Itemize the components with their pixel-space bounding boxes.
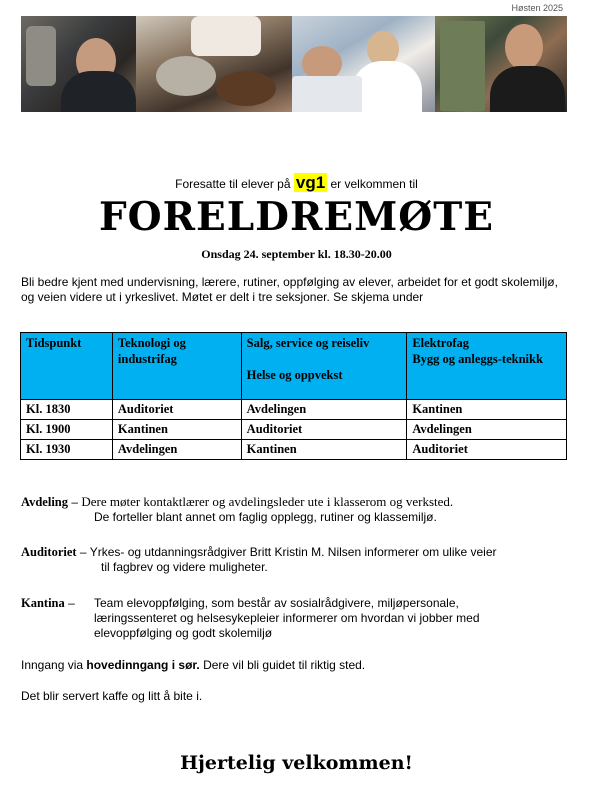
location-cell: Avdelingen	[407, 420, 567, 440]
entrance-info	[21, 658, 566, 673]
section-text-auditoriet-1: Yrkes- og utdanningsrådgiver Britt Kristin M. Nilsen informerer om ulike veier	[89, 545, 497, 559]
section-term-auditoriet: Auditoriet	[21, 545, 77, 559]
section-text-avdeling-2: De forteller blant annet om faglig opplegg, rutiner og klassemiljø.	[94, 510, 437, 524]
table-row	[21, 440, 567, 460]
intro-line	[0, 173, 593, 193]
header-elektro-bygg	[407, 333, 567, 400]
section-dash: –	[68, 495, 82, 509]
section-avdeling	[21, 494, 566, 525]
section-term-kantina: Kantina	[21, 596, 65, 610]
closing-greeting: Hjertelig velkommen!	[180, 752, 413, 774]
section-text-auditoriet-2: til fagbrev og videre muligheter.	[101, 560, 268, 574]
section-kantina	[21, 596, 566, 641]
header-bygg: Bygg og anleggs-teknikk	[412, 352, 543, 366]
time-cell: Kl. 1830	[21, 400, 113, 420]
electrician-photo	[435, 16, 567, 112]
coffee-info: Det blir servert kaffe og litt å bite i.	[21, 689, 203, 703]
entrance-after: Dere vil bli guidet til riktig sted.	[199, 658, 366, 672]
table-header-row	[21, 333, 567, 400]
grade-highlight: vg1	[295, 173, 326, 192]
section-dash: –	[64, 596, 75, 610]
location-cell: Kantinen	[241, 440, 407, 460]
location-cell: Kantinen	[112, 420, 241, 440]
section-auditoriet	[21, 545, 566, 575]
header-time: Tidspunkt	[21, 333, 113, 400]
location-cell: Kantinen	[407, 400, 567, 420]
nurse-photo	[292, 16, 435, 112]
table-row	[21, 400, 567, 420]
technician-photo	[21, 16, 136, 112]
section-text-kantina: Team elevoppfølging, som består av sosialrådgivere, miljøpersonale, læringssenteret og helsesykepleier informerer om hvordan vi jobber med elevoppfølging og godt skolemiljø	[94, 596, 480, 640]
kitchen-photo	[136, 16, 292, 112]
schedule-table	[20, 332, 567, 460]
location-cell: Auditoriet	[241, 420, 407, 440]
location-cell: Avdelingen	[241, 400, 407, 420]
section-dash: –	[76, 545, 90, 559]
section-term-avdeling: Avdeling	[21, 495, 68, 509]
intro-text-after: er velkommen til	[327, 177, 418, 191]
description: Bli bedre kjent med undervisning, lærere, rutiner, oppfølging av elever, arbeidet for et godt skolemiljø, og veien videre ut i yrkeslivet. Møtet er delt i tre seksjoner. Se skjema under	[21, 275, 558, 304]
header-salg-helse	[241, 333, 407, 400]
header-elektro: Elektrofag	[412, 336, 470, 350]
entrance-bold: hovedinngang i sør.	[86, 658, 200, 672]
time-cell: Kl. 1900	[21, 420, 113, 440]
location-cell: Avdelingen	[112, 440, 241, 460]
location-cell: Auditoriet	[407, 440, 567, 460]
time-cell: Kl. 1930	[21, 440, 113, 460]
intro-text-before: Foresatte til elever på	[175, 177, 294, 191]
header-teknologi: Teknologi og industrifag	[112, 333, 241, 400]
header-helse: Helse og oppvekst	[246, 368, 343, 382]
date-line: Onsdag 24. september kl. 18.30-20.00	[201, 247, 392, 261]
page-title: FORELDREMØTE	[98, 194, 495, 240]
season-label: Høsten 2025	[511, 3, 563, 13]
section-text-avdeling-1: Dere møter kontaktlærer og avdelingsleder ute i klasserom og verksted.	[81, 494, 454, 509]
location-cell: Auditoriet	[112, 400, 241, 420]
header-salg: Salg, service og reiseliv	[246, 336, 370, 350]
entrance-before: Inngang via	[21, 658, 87, 672]
photo-strip	[21, 16, 567, 112]
table-row	[21, 420, 567, 440]
